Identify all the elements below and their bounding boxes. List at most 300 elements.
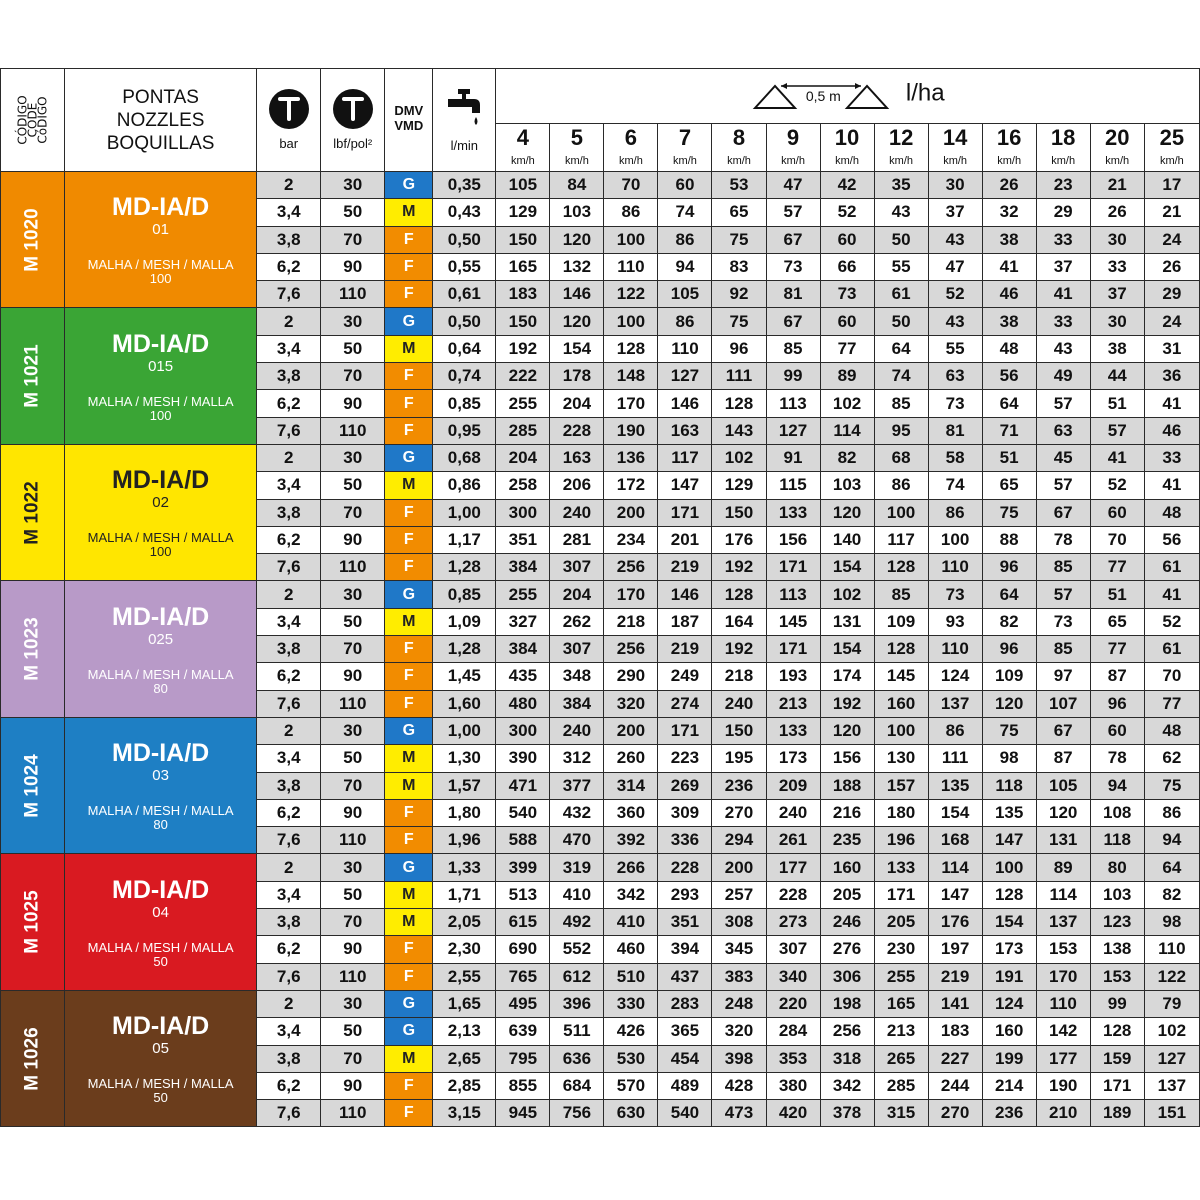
mesh-label: MALHA / MESH / MALLA	[87, 666, 234, 682]
application-rate-unit-label: l/ha	[905, 79, 945, 107]
psi-unit-label: lbf/pol²	[333, 135, 373, 151]
rate-cell-6kmh: 170	[604, 581, 658, 608]
flow-rate-cell: 0,50	[433, 308, 496, 335]
rate-cell-7kmh: 219	[658, 554, 712, 581]
rate-cell-20kmh: 171	[1090, 1072, 1144, 1099]
flow-rate-cell: 2,65	[433, 1045, 496, 1072]
flow-rate-cell: 1,33	[433, 854, 496, 881]
code-header	[1, 69, 65, 172]
nozzle-code-cell	[1, 581, 65, 717]
rate-cell-10kmh: 154	[820, 554, 874, 581]
rate-cell-5kmh: 154	[550, 335, 604, 362]
pressure-bar-cell: 6,2	[257, 390, 321, 417]
rate-cell-18kmh: 29	[1036, 199, 1090, 226]
rate-cell-10kmh: 120	[820, 499, 874, 526]
rate-cell-12kmh: 145	[874, 663, 928, 690]
rate-cell-14kmh: 110	[928, 636, 982, 663]
flow-rate-cell: 1,28	[433, 636, 496, 663]
rate-cell-10kmh: 188	[820, 772, 874, 799]
rate-cell-8kmh: 96	[712, 335, 766, 362]
rate-cell-7kmh: 454	[658, 1045, 712, 1072]
rate-cell-25kmh: 36	[1144, 363, 1199, 390]
nozzle-model-cell	[65, 308, 257, 444]
table-row	[1, 854, 1200, 881]
rate-cell-20kmh: 51	[1090, 390, 1144, 417]
rate-cell-9kmh: 220	[766, 990, 820, 1017]
rate-cell-18kmh: 37	[1036, 253, 1090, 280]
nozzle-table-container	[0, 68, 1200, 1131]
rate-cell-20kmh: 70	[1090, 526, 1144, 553]
rate-cell-6kmh: 234	[604, 526, 658, 553]
rate-cell-25kmh: 102	[1144, 1018, 1199, 1045]
rate-cell-25kmh: 110	[1144, 936, 1199, 963]
rate-cell-8kmh: 195	[712, 745, 766, 772]
pressure-bar-cell: 3,4	[257, 608, 321, 635]
pressure-bar-cell: 3,8	[257, 226, 321, 253]
flow-rate-cell: 1,00	[433, 499, 496, 526]
table-row	[1, 990, 1200, 1017]
rate-cell-5kmh: 206	[550, 472, 604, 499]
rate-cell-9kmh: 307	[766, 936, 820, 963]
pressure-bar-cell: 3,4	[257, 472, 321, 499]
pressure-psi-cell: 50	[321, 199, 385, 226]
speed-header-16	[982, 124, 1036, 172]
pressure-psi-cell: 90	[321, 526, 385, 553]
rate-cell-6kmh: 200	[604, 717, 658, 744]
rate-cell-20kmh: 60	[1090, 499, 1144, 526]
rate-cell-14kmh: 74	[928, 472, 982, 499]
droplet-class-cell: M	[385, 881, 433, 908]
rate-cell-10kmh: 114	[820, 417, 874, 444]
nozzle-code: M 1025	[21, 890, 43, 954]
rate-cell-9kmh: 209	[766, 772, 820, 799]
rate-cell-14kmh: 137	[928, 690, 982, 717]
rate-cell-6kmh: 330	[604, 990, 658, 1017]
rate-cell-9kmh: 99	[766, 363, 820, 390]
rate-cell-25kmh: 61	[1144, 554, 1199, 581]
rate-cell-20kmh: 78	[1090, 745, 1144, 772]
rate-cell-18kmh: 114	[1036, 881, 1090, 908]
droplet-class-cell: F	[385, 554, 433, 581]
pressure-psi-cell: 90	[321, 936, 385, 963]
speed-header-10	[820, 124, 874, 172]
rate-cell-5kmh: 262	[550, 608, 604, 635]
nozzle-model-name: MD-IA/D	[112, 193, 210, 222]
rate-cell-25kmh: 21	[1144, 199, 1199, 226]
rate-cell-7kmh: 269	[658, 772, 712, 799]
speed-value: 25	[1159, 125, 1185, 150]
rate-cell-12kmh: 109	[874, 608, 928, 635]
rate-cell-14kmh: 37	[928, 199, 982, 226]
flow-rate-cell: 0,61	[433, 281, 496, 308]
bar-header	[257, 69, 321, 172]
rate-cell-7kmh: 201	[658, 526, 712, 553]
pressure-psi-cell: 70	[321, 499, 385, 526]
flow-rate-cell: 1,45	[433, 663, 496, 690]
rate-cell-7kmh: 171	[658, 717, 712, 744]
rate-cell-4kmh: 105	[496, 172, 550, 199]
rate-cell-16kmh: 64	[982, 581, 1036, 608]
rate-cell-7kmh: 94	[658, 253, 712, 280]
rate-cell-4kmh: 300	[496, 499, 550, 526]
rate-cell-7kmh: 146	[658, 390, 712, 417]
pressure-bar-cell: 3,8	[257, 363, 321, 390]
rate-cell-20kmh: 118	[1090, 827, 1144, 854]
rate-cell-9kmh: 133	[766, 499, 820, 526]
rate-cell-5kmh: 492	[550, 909, 604, 936]
flow-rate-cell: 0,85	[433, 581, 496, 608]
rate-cell-14kmh: 86	[928, 717, 982, 744]
nozzle-size: 015	[148, 357, 174, 375]
nozzles-header	[65, 69, 257, 172]
rate-cell-12kmh: 157	[874, 772, 928, 799]
rate-cell-10kmh: 378	[820, 1100, 874, 1127]
rate-cell-16kmh: 64	[982, 390, 1036, 417]
speed-header-6	[604, 124, 658, 172]
rate-cell-20kmh: 37	[1090, 281, 1144, 308]
rate-cell-12kmh: 100	[874, 499, 928, 526]
pressure-bar-cell: 7,6	[257, 1100, 321, 1127]
rate-cell-4kmh: 765	[496, 963, 550, 990]
speed-unit: km/h	[673, 155, 697, 167]
rate-cell-9kmh: 273	[766, 909, 820, 936]
rate-cell-10kmh: 102	[820, 581, 874, 608]
rate-cell-16kmh: 75	[982, 499, 1036, 526]
rate-cell-4kmh: 165	[496, 253, 550, 280]
pressure-psi-cell: 70	[321, 226, 385, 253]
rate-cell-25kmh: 70	[1144, 663, 1199, 690]
pressure-bar-cell: 3,8	[257, 499, 321, 526]
rate-cell-12kmh: 160	[874, 690, 928, 717]
rate-cell-10kmh: 103	[820, 472, 874, 499]
rate-cell-8kmh: 200	[712, 854, 766, 881]
rate-cell-12kmh: 196	[874, 827, 928, 854]
rate-cell-14kmh: 86	[928, 499, 982, 526]
rate-cell-7kmh: 223	[658, 745, 712, 772]
pressure-psi-cell: 50	[321, 608, 385, 635]
rate-cell-18kmh: 43	[1036, 335, 1090, 362]
rate-cell-16kmh: 135	[982, 799, 1036, 826]
rate-cell-6kmh: 218	[604, 608, 658, 635]
pressure-psi-cell: 110	[321, 1100, 385, 1127]
rate-cell-5kmh: 204	[550, 390, 604, 417]
droplet-class-cell: G	[385, 581, 433, 608]
rate-cell-25kmh: 41	[1144, 472, 1199, 499]
rate-cell-8kmh: 102	[712, 444, 766, 471]
pressure-psi-cell: 70	[321, 909, 385, 936]
rate-cell-10kmh: 42	[820, 172, 874, 199]
rate-cell-12kmh: 130	[874, 745, 928, 772]
rate-cell-5kmh: 396	[550, 990, 604, 1017]
droplet-class-cell: F	[385, 690, 433, 717]
rate-cell-10kmh: 198	[820, 990, 874, 1017]
rate-cell-6kmh: 392	[604, 827, 658, 854]
droplet-class-cell: M	[385, 199, 433, 226]
rate-cell-4kmh: 495	[496, 990, 550, 1017]
speed-header-9	[766, 124, 820, 172]
rate-cell-9kmh: 173	[766, 745, 820, 772]
rate-cell-25kmh: 94	[1144, 827, 1199, 854]
rate-cell-8kmh: 218	[712, 663, 766, 690]
rate-cell-14kmh: 124	[928, 663, 982, 690]
rate-cell-25kmh: 86	[1144, 799, 1199, 826]
rate-cell-16kmh: 56	[982, 363, 1036, 390]
rate-cell-14kmh: 168	[928, 827, 982, 854]
rate-cell-5kmh: 240	[550, 717, 604, 744]
rate-cell-10kmh: 318	[820, 1045, 874, 1072]
rate-cell-9kmh: 47	[766, 172, 820, 199]
flow-rate-cell: 1,09	[433, 608, 496, 635]
rate-cell-9kmh: 145	[766, 608, 820, 635]
faucet-icon	[444, 87, 484, 131]
rate-cell-6kmh: 570	[604, 1072, 658, 1099]
droplet-class-cell: F	[385, 253, 433, 280]
rate-cell-6kmh: 510	[604, 963, 658, 990]
rate-cell-8kmh: 75	[712, 226, 766, 253]
rate-cell-6kmh: 100	[604, 308, 658, 335]
nozzle-model-name: MD-IA/D	[112, 329, 210, 358]
rate-cell-6kmh: 266	[604, 854, 658, 881]
rate-cell-7kmh: 146	[658, 581, 712, 608]
rate-cell-25kmh: 48	[1144, 499, 1199, 526]
rate-cell-10kmh: 256	[820, 1018, 874, 1045]
rate-cell-9kmh: 171	[766, 554, 820, 581]
rate-cell-16kmh: 26	[982, 172, 1036, 199]
rate-cell-5kmh: 312	[550, 745, 604, 772]
pressure-bar-cell: 6,2	[257, 936, 321, 963]
rate-cell-18kmh: 120	[1036, 799, 1090, 826]
rate-cell-16kmh: 191	[982, 963, 1036, 990]
rate-cell-9kmh: 67	[766, 226, 820, 253]
nozzle-size: 04	[152, 903, 169, 921]
speed-value: 5	[570, 125, 584, 150]
rate-cell-16kmh: 88	[982, 526, 1036, 553]
rate-cell-6kmh: 460	[604, 936, 658, 963]
pressure-bar-cell: 7,6	[257, 690, 321, 717]
speed-header-20	[1090, 124, 1144, 172]
droplet-class-cell: M	[385, 772, 433, 799]
rate-cell-10kmh: 77	[820, 335, 874, 362]
rate-cell-25kmh: 122	[1144, 963, 1199, 990]
rate-cell-8kmh: 308	[712, 909, 766, 936]
rate-cell-14kmh: 176	[928, 909, 982, 936]
rate-cell-10kmh: 205	[820, 881, 874, 908]
mesh-value: 50	[153, 953, 168, 969]
rate-cell-12kmh: 55	[874, 253, 928, 280]
rate-cell-7kmh: 283	[658, 990, 712, 1017]
flow-rate-cell: 0,95	[433, 417, 496, 444]
rate-cell-5kmh: 307	[550, 636, 604, 663]
rate-cell-6kmh: 256	[604, 554, 658, 581]
nozzle-model-name: MD-IA/D	[112, 466, 210, 495]
flow-rate-cell: 2,13	[433, 1018, 496, 1045]
rate-cell-9kmh: 213	[766, 690, 820, 717]
rate-cell-14kmh: 135	[928, 772, 982, 799]
rate-cell-20kmh: 60	[1090, 717, 1144, 744]
speed-unit: km/h	[835, 155, 859, 167]
rate-cell-8kmh: 248	[712, 990, 766, 1017]
rate-cell-4kmh: 285	[496, 417, 550, 444]
rate-cell-20kmh: 52	[1090, 472, 1144, 499]
rate-cell-20kmh: 33	[1090, 253, 1144, 280]
speed-unit: km/h	[510, 155, 535, 167]
code-label-es: CóDIGO	[35, 96, 50, 144]
rate-cell-10kmh: 306	[820, 963, 874, 990]
table-row	[1, 444, 1200, 471]
rate-cell-4kmh: 639	[496, 1018, 550, 1045]
rate-cell-18kmh: 107	[1036, 690, 1090, 717]
droplet-class-cell: M	[385, 608, 433, 635]
nozzle-size: 05	[152, 1040, 169, 1058]
mesh-label: MALHA / MESH / MALLA	[87, 939, 234, 955]
rate-cell-12kmh: 117	[874, 526, 928, 553]
flow-rate-cell: 1,96	[433, 827, 496, 854]
rate-cell-25kmh: 31	[1144, 335, 1199, 362]
nozzle-code: M 1020	[21, 208, 43, 272]
rate-cell-12kmh: 230	[874, 936, 928, 963]
rate-cell-16kmh: 173	[982, 936, 1036, 963]
droplet-class-cell: G	[385, 854, 433, 881]
rate-cell-8kmh: 128	[712, 390, 766, 417]
rate-cell-8kmh: 92	[712, 281, 766, 308]
speed-unit: km/h	[619, 155, 643, 167]
rate-cell-12kmh: 255	[874, 963, 928, 990]
rate-cell-10kmh: 131	[820, 608, 874, 635]
rate-cell-7kmh: 394	[658, 936, 712, 963]
droplet-class-cell: F	[385, 281, 433, 308]
rate-cell-12kmh: 85	[874, 390, 928, 417]
rate-cell-5kmh: 319	[550, 854, 604, 881]
rate-cell-7kmh: 336	[658, 827, 712, 854]
pressure-bar-cell: 3,4	[257, 745, 321, 772]
droplet-class-cell: F	[385, 417, 433, 444]
mesh-label: MALHA / MESH / MALLA	[87, 257, 234, 273]
rate-cell-18kmh: 49	[1036, 363, 1090, 390]
rate-cell-7kmh: 187	[658, 608, 712, 635]
nozzle-code-cell	[1, 308, 65, 444]
rate-cell-20kmh: 44	[1090, 363, 1144, 390]
rate-cell-5kmh: 84	[550, 172, 604, 199]
rate-cell-5kmh: 240	[550, 499, 604, 526]
speed-unit: km/h	[1051, 155, 1076, 167]
pressure-psi-cell: 30	[321, 717, 385, 744]
rate-cell-12kmh: 50	[874, 308, 928, 335]
flow-rate-cell: 2,55	[433, 963, 496, 990]
rate-cell-5kmh: 281	[550, 526, 604, 553]
rate-cell-14kmh: 154	[928, 799, 982, 826]
rate-cell-4kmh: 399	[496, 854, 550, 881]
nozzle-size: 02	[152, 494, 169, 512]
vmd-label: VMD	[394, 118, 424, 133]
nozzle-code-cell	[1, 172, 65, 308]
rate-cell-20kmh: 108	[1090, 799, 1144, 826]
rate-cell-10kmh: 216	[820, 799, 874, 826]
nozzle-model-name: MD-IA/D	[112, 739, 210, 768]
mesh-label: MALHA / MESH / MALLA	[87, 1076, 234, 1092]
rate-cell-25kmh: 52	[1144, 608, 1199, 635]
rate-cell-5kmh: 120	[550, 226, 604, 253]
rate-cell-10kmh: 192	[820, 690, 874, 717]
droplet-class-cell: M	[385, 909, 433, 936]
flow-unit-label: l/min	[450, 137, 479, 153]
rate-cell-5kmh: 163	[550, 444, 604, 471]
flow-rate-cell: 3,15	[433, 1100, 496, 1127]
rate-cell-6kmh: 170	[604, 390, 658, 417]
rate-cell-12kmh: 205	[874, 909, 928, 936]
flow-rate-cell: 2,30	[433, 936, 496, 963]
pressure-psi-cell: 50	[321, 881, 385, 908]
flow-rate-cell: 0,50	[433, 226, 496, 253]
nozzle-code-cell	[1, 990, 65, 1126]
rate-cell-5kmh: 120	[550, 308, 604, 335]
pressure-bar-cell: 3,4	[257, 335, 321, 362]
pressure-bar-cell: 2	[257, 172, 321, 199]
rate-cell-25kmh: 29	[1144, 281, 1199, 308]
rate-cell-6kmh: 86	[604, 199, 658, 226]
rate-cell-8kmh: 473	[712, 1100, 766, 1127]
rate-cell-7kmh: 147	[658, 472, 712, 499]
rate-cell-7kmh: 86	[658, 308, 712, 335]
speed-value: 16	[996, 125, 1022, 150]
rate-cell-14kmh: 244	[928, 1072, 982, 1099]
pressure-bar-cell: 2	[257, 581, 321, 608]
flow-rate-cell: 1,30	[433, 745, 496, 772]
flow-rate-cell: 2,05	[433, 909, 496, 936]
table-row	[1, 581, 1200, 608]
droplet-class-cell: F	[385, 963, 433, 990]
rate-cell-16kmh: 38	[982, 308, 1036, 335]
pressure-psi-cell: 50	[321, 745, 385, 772]
rate-cell-8kmh: 53	[712, 172, 766, 199]
pressure-bar-cell: 3,4	[257, 1018, 321, 1045]
flow-rate-cell: 0,35	[433, 172, 496, 199]
rate-cell-5kmh: 377	[550, 772, 604, 799]
rate-cell-25kmh: 41	[1144, 581, 1199, 608]
rate-cell-6kmh: 70	[604, 172, 658, 199]
rate-cell-14kmh: 47	[928, 253, 982, 280]
rate-cell-14kmh: 147	[928, 881, 982, 908]
rate-cell-4kmh: 471	[496, 772, 550, 799]
droplet-class-cell: F	[385, 363, 433, 390]
rate-cell-25kmh: 33	[1144, 444, 1199, 471]
rate-cell-18kmh: 177	[1036, 1045, 1090, 1072]
speed-value: 14	[942, 125, 968, 150]
rate-cell-7kmh: 489	[658, 1072, 712, 1099]
rate-cell-6kmh: 136	[604, 444, 658, 471]
mesh-value: 80	[153, 817, 168, 833]
droplet-class-cell: F	[385, 636, 433, 663]
rate-cell-9kmh: 113	[766, 581, 820, 608]
rate-cell-7kmh: 293	[658, 881, 712, 908]
rate-cell-6kmh: 256	[604, 636, 658, 663]
dmv-label: DMV	[394, 103, 424, 118]
rate-cell-9kmh: 240	[766, 799, 820, 826]
speed-value: 6	[624, 125, 638, 150]
droplet-class-cell: M	[385, 745, 433, 772]
nozzle-code: M 1023	[21, 617, 43, 681]
rate-cell-6kmh: 100	[604, 226, 658, 253]
rate-cell-16kmh: 75	[982, 717, 1036, 744]
rate-cell-16kmh: 124	[982, 990, 1036, 1017]
rate-cell-12kmh: 133	[874, 854, 928, 881]
droplet-class-cell: G	[385, 717, 433, 744]
rate-cell-16kmh: 120	[982, 690, 1036, 717]
rate-cell-14kmh: 110	[928, 554, 982, 581]
rate-cell-6kmh: 314	[604, 772, 658, 799]
pressure-psi-cell: 110	[321, 417, 385, 444]
pressure-bar-cell: 6,2	[257, 526, 321, 553]
rate-cell-16kmh: 46	[982, 281, 1036, 308]
